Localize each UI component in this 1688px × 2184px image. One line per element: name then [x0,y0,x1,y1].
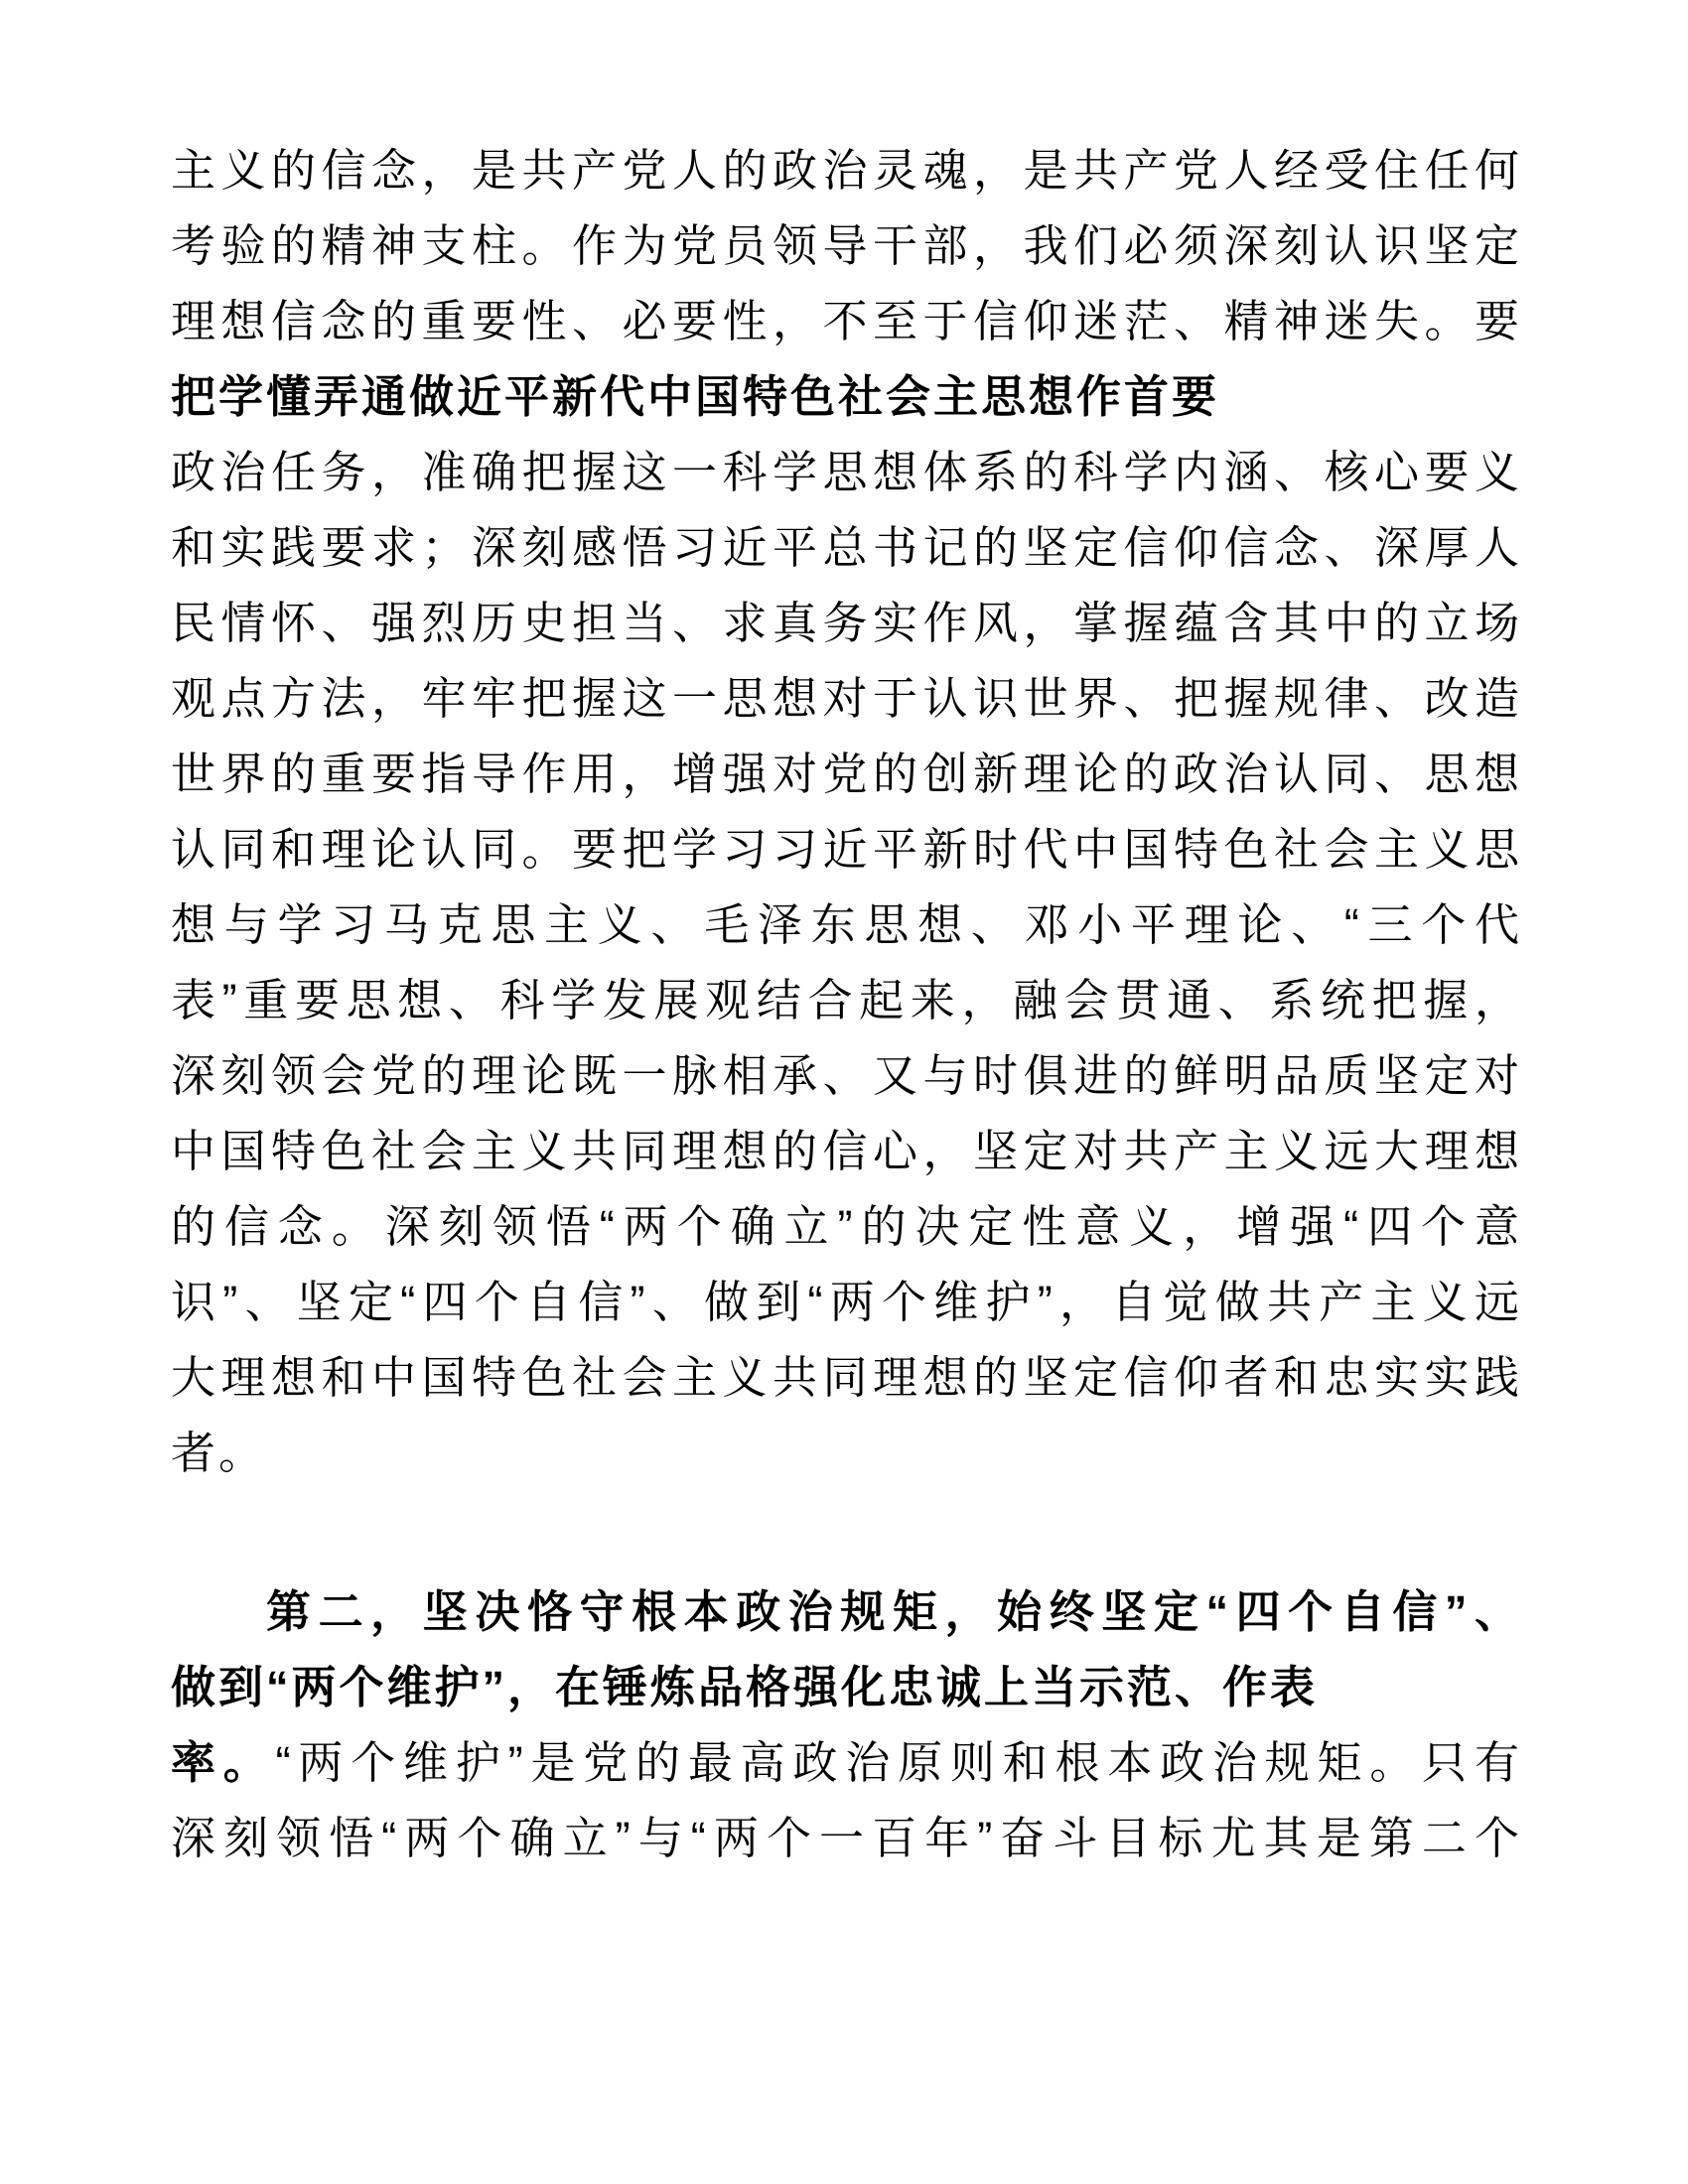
text-line [171,1725,1519,1801]
text-line [171,586,1519,661]
text-line [171,133,1519,208]
text-run: 世界的重要指导作用，增强对党的创新理论的政治认同、思想 [171,749,1519,799]
text-line [171,1650,1519,1725]
bold-text-run: 率。 [171,1737,276,1788]
text-run: “两个维护”是党的最高政治原则和根本政治规矩。只有 [275,1737,1519,1788]
text-line [171,737,1519,812]
text-line [171,1416,1519,1491]
text-run: 者。 [171,1428,267,1478]
text-line [171,284,1519,359]
text-run: 想与学习马克思主义、毛泽东思想、邓小平理论、“三个代 [171,899,1519,950]
text-run: 深刻领会党的理论既一脉相承、又与时俱进的鲜明品质坚定对 [171,1050,1519,1101]
text-line [171,661,1519,737]
text-line [171,812,1519,887]
text-line [171,1038,1519,1114]
bold-text-run: 做到“两个维护”，在锤炼品格强化忠诚上当示范、作表 [171,1662,1319,1712]
text-line [171,1265,1519,1340]
text-line [171,1574,1519,1650]
text-line [171,1801,1519,1876]
text-run: 识”、坚定“四个自信”、做到“两个维护”，自觉做共产主义远 [171,1277,1519,1327]
text-line [171,359,1519,435]
text-run: 理想信念的重要性、必要性，不至于信仰迷茫、精神迷失。要 [171,296,1519,346]
text-run: 表”重要思想、科学发展观结合起来，融会贯通、系统把握， [171,975,1519,1025]
text-run: 中国特色社会主义共同理想的信心，坚定对共产主义远大理想 [171,1126,1519,1176]
text-run: 政治任务，准确把握这一科学思想体系的科学内涵、核心要义 [171,447,1519,497]
text-run: 主义的信念，是共产党人的政治灵魂，是共产党人经受住任何 [171,145,1519,196]
text-run: 大理想和中国特色社会主义共同理想的坚定信仰者和忠实实践 [171,1352,1519,1403]
text-run: 深刻领悟“两个确立”与“两个一百年”奋斗目标尤其是第二个 [171,1813,1519,1863]
bold-text-run: 第二，坚决恪守根本政治规矩，始终坚定“四个自信”、 [266,1586,1519,1637]
text-line [171,510,1519,586]
text-run: 观点方法，牢牢把握这一思想对于认识世界、把握规律、改造 [171,673,1519,724]
text-run: 考验的精神支柱。作为党员领导干部，我们必须深刻认识坚定 [171,220,1519,271]
text-run: 民情怀、强烈历史担当、求真务实作风，掌握蕴含其中的立场 [171,598,1519,648]
bold-text-run: 把学懂弄通做近平新代中国特色社会主思想作首要 [171,371,1220,422]
text-line [171,435,1519,510]
text-line [171,1189,1519,1265]
text-run: 的信念。深刻领悟“两个确立”的决定性意义，增强“四个意 [171,1201,1519,1252]
text-line [171,963,1519,1038]
text-run: 和实践要求；深刻感悟习近平总书记的坚定信仰信念、深厚人 [171,522,1519,573]
text-run: 认同和理论认同。要把学习习近平新时代中国特色社会主义思 [171,824,1519,875]
text-line [171,887,1519,963]
text-line [171,1340,1519,1416]
text-line [171,1114,1519,1189]
text-line [171,208,1519,284]
